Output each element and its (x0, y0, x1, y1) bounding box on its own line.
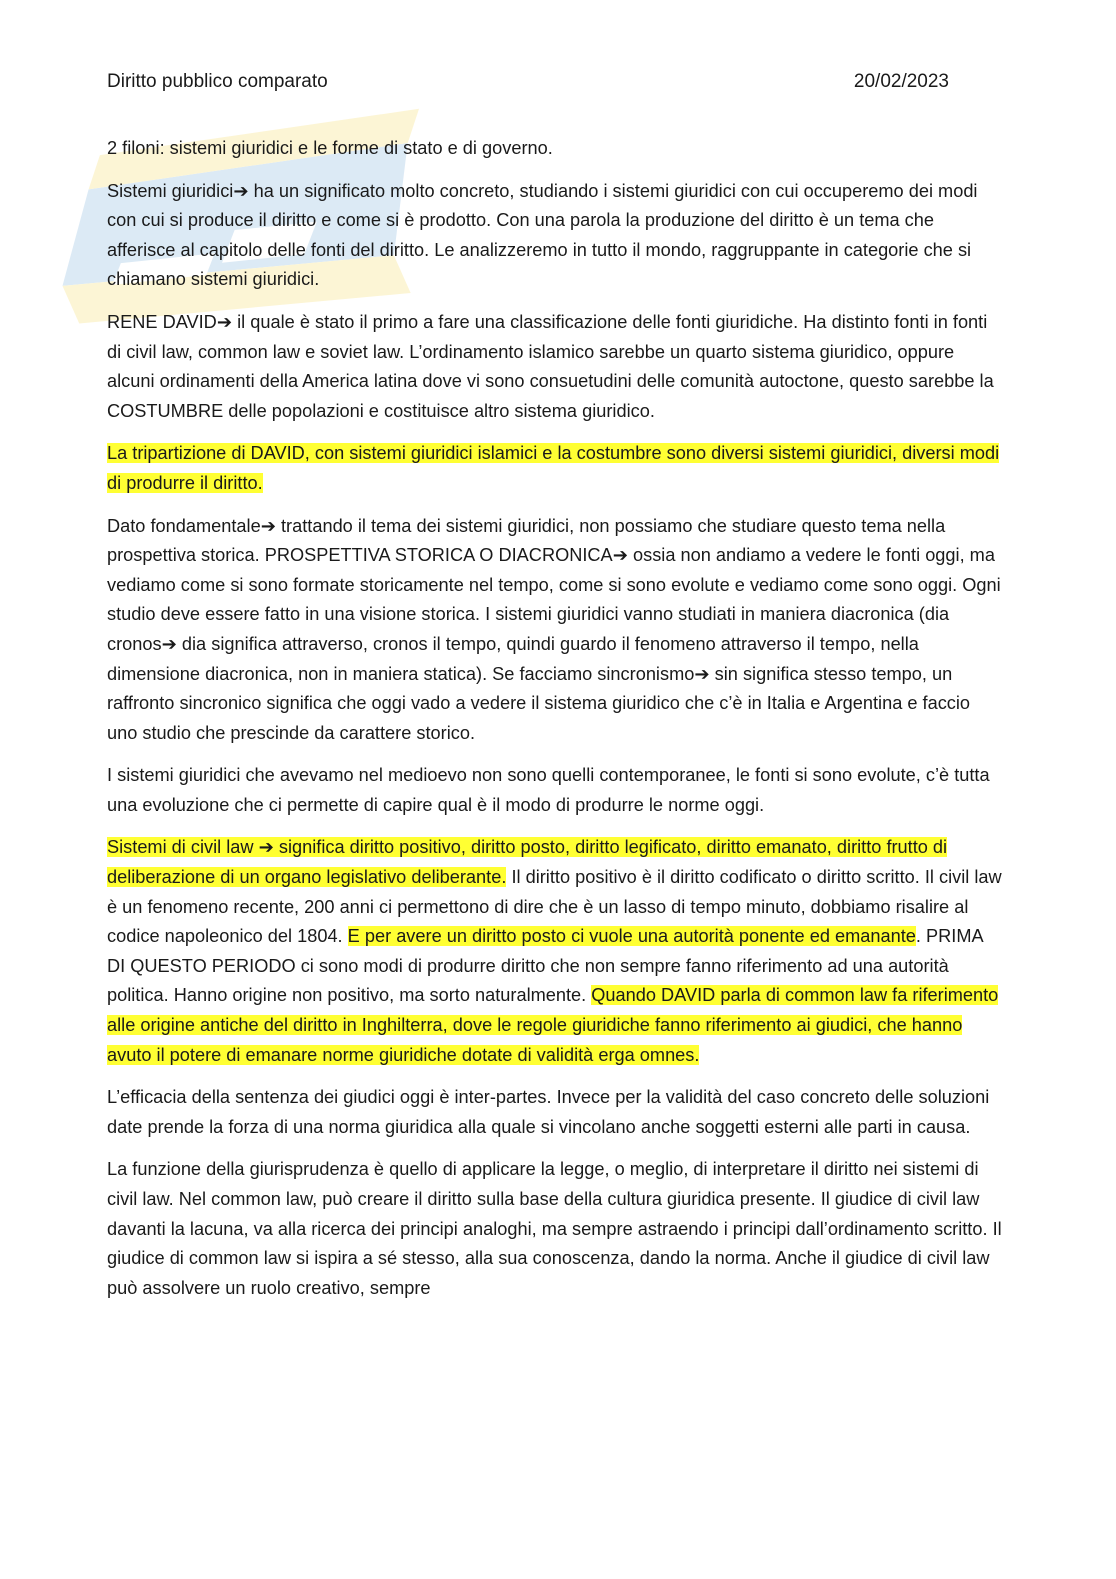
arrow-icon: ➔ (161, 633, 177, 654)
paragraph-7-text-c: Il diritto positivo è il diritto codificato o diritto scritto. Il civil law è un fenomeno recente, 200 anni ci permettono di dire che è un lasso di tempo minuto, dobbiamo risalire al codice napoleonico del 1804. (107, 867, 1002, 947)
document-date: 20/02/2023 (853, 71, 949, 92)
paragraph-7-highlight-a: Sistemi di civil law (107, 837, 259, 858)
paragraph-6 (107, 761, 1003, 820)
document-header (107, 68, 1003, 96)
paragraph-3-text-b: il quale è stato il primo a fare una classificazione delle fonti giuridiche. Ha distinto fonti in fonti di civil law, common law e soviet law. L’ordinamento islamico sarebbe un quarto sistema giuridico, oppure alcuni ordinamenti della America latina dove vi sono consuetudini delle comunità autoctone, questo sarebbe la COSTUMBRE delle popolazioni e costituisce altro sistema giuridico. (107, 311, 994, 421)
arrow-icon: ➔ (612, 545, 628, 566)
arrow-icon: ➔ (233, 180, 249, 201)
arrow-icon: ➔ (258, 837, 274, 858)
paragraph-5-text-a: Dato fondamentale (107, 515, 261, 536)
paragraph-7-text-e: . PRIMA DI QUESTO PERIODO ci sono modi di produrre diritto che non sempre fanno riferimento ad una autorità politica. Hanno origine non positivo, ma sorto naturalmente. (107, 926, 983, 1006)
paragraph-6-text: I sistemi giuridici che avevamo nel medioevo non sono quelli contemporanee, le fonti si sono evolute, c’è tutta una evoluzione che ci permette di capire qual è il modo di produrre le norme oggi. (107, 765, 990, 815)
paragraph-9 (107, 1155, 1003, 1303)
paragraph-5-text-d: dia significa attraverso, cronos il tempo, quindi guardo il fenomeno attraverso il tempo, nella dimensione diacronica, non in maniera statica). Se facciamo sincronismo (107, 633, 919, 684)
paragraph-1-text: 2 filoni: sistemi giuridici e le forme di stato e di governo. (107, 138, 553, 158)
paragraph-5-text-b: trattando il tema dei sistemi giuridici, non possiamo che studiare questo tema nella prospettiva storica. PROSPETTIVA STORICA O DIACRONICA (107, 515, 946, 566)
paragraph-4 (107, 439, 1003, 498)
paragraph-2-text-b: ha un significato molto concreto, studiando i sistemi giuridici con cui occuperemo dei modi con cui si produce il diritto e come si è prodotto. Con una parola la produzione del diritto è un tema che afferisce al capitolo delle fonti del diritto. Le analizzeremo in tutto il mondo, raggruppante in categorie che si chiamano sistemi giuridici. (107, 180, 978, 290)
paragraph-1 (107, 134, 1003, 164)
paragraph-7-highlight-f: Quando DAVID parla di common law fa riferimento alle origine antiche del diritto in Inghilterra, dove le regole giuridiche fanno riferimento ai giudici, che hanno avuto il potere di emanare norme giuridiche dotate di validità erga omnes. (107, 985, 999, 1065)
document-title: Diritto pubblico comparato (107, 71, 328, 92)
paragraph-3 (107, 308, 1003, 426)
arrow-icon: ➔ (694, 663, 710, 684)
paragraph-2-text-a: Sistemi giuridici (107, 180, 234, 201)
arrow-icon: ➔ (216, 311, 233, 332)
paragraph-7-highlight-d: E per avere un diritto posto ci vuole una autorità ponente ed emanante (347, 926, 916, 947)
paragraph-5-text-c: ossia non andiamo a vedere le fonti oggi, ma vediamo come si sono formate storicamente nel tempo, come si sono evolute e vediamo come sono oggi. Ogni studio deve essere fatto in una visione storica. I sistemi giuridici vanno studiati in maniera diacronica (dia cronos (107, 545, 1001, 654)
arrow-icon: ➔ (260, 515, 276, 536)
paragraph-4-highlight: La tripartizione di DAVID, con sistemi giuridici islamici e la costumbre sono diversi sistemi giuridici, diversi modi di produrre il diritto. (107, 443, 1000, 493)
paragraph-7-highlight-b: significa diritto positivo, diritto posto, diritto legificato, diritto emanato, diritto frutto di deliberazione di un organo legislativo deliberante. (107, 837, 948, 888)
paragraph-3-text-a: RENE DAVID (107, 311, 217, 332)
paragraph-2 (107, 177, 1003, 295)
paragraph-7 (107, 833, 1003, 1070)
paragraph-5 (107, 512, 1003, 749)
paragraph-8-text: L’efficacia della sentenza dei giudici oggi è inter-partes. Invece per la validità del caso concreto delle soluzioni date prende la forza di una norma giuridica alla quale si vincolano anche soggetti esterni alle parti in causa. (107, 1087, 990, 1137)
paragraph-8 (107, 1083, 1003, 1142)
paragraph-5-text-e: sin significa stesso tempo, un raffronto sincronico significa che oggi vado a vedere il sistema giuridico che c’è in Italia e Argentina e faccio uno studio che prescinde da carattere storico. (107, 663, 971, 743)
document-page (107, 68, 1003, 1316)
paragraph-9-text: La funzione della giurisprudenza è quello di applicare la legge, o meglio, di interpretare il diritto nei sistemi di civil law. Nel common law, può creare il diritto sulla base della cultura giuridica presente. Il giudice di civil law davanti la lacuna, va alla ricerca dei principi analoghi, ma sempre astraendo i principi dall’ordinamento scritto. Il giudice di common law si ispira a sé stesso, alla sua conoscenza, dando la norma. Anche il giudice di civil law può assolvere un ruolo creativo, sempre (107, 1159, 1002, 1298)
